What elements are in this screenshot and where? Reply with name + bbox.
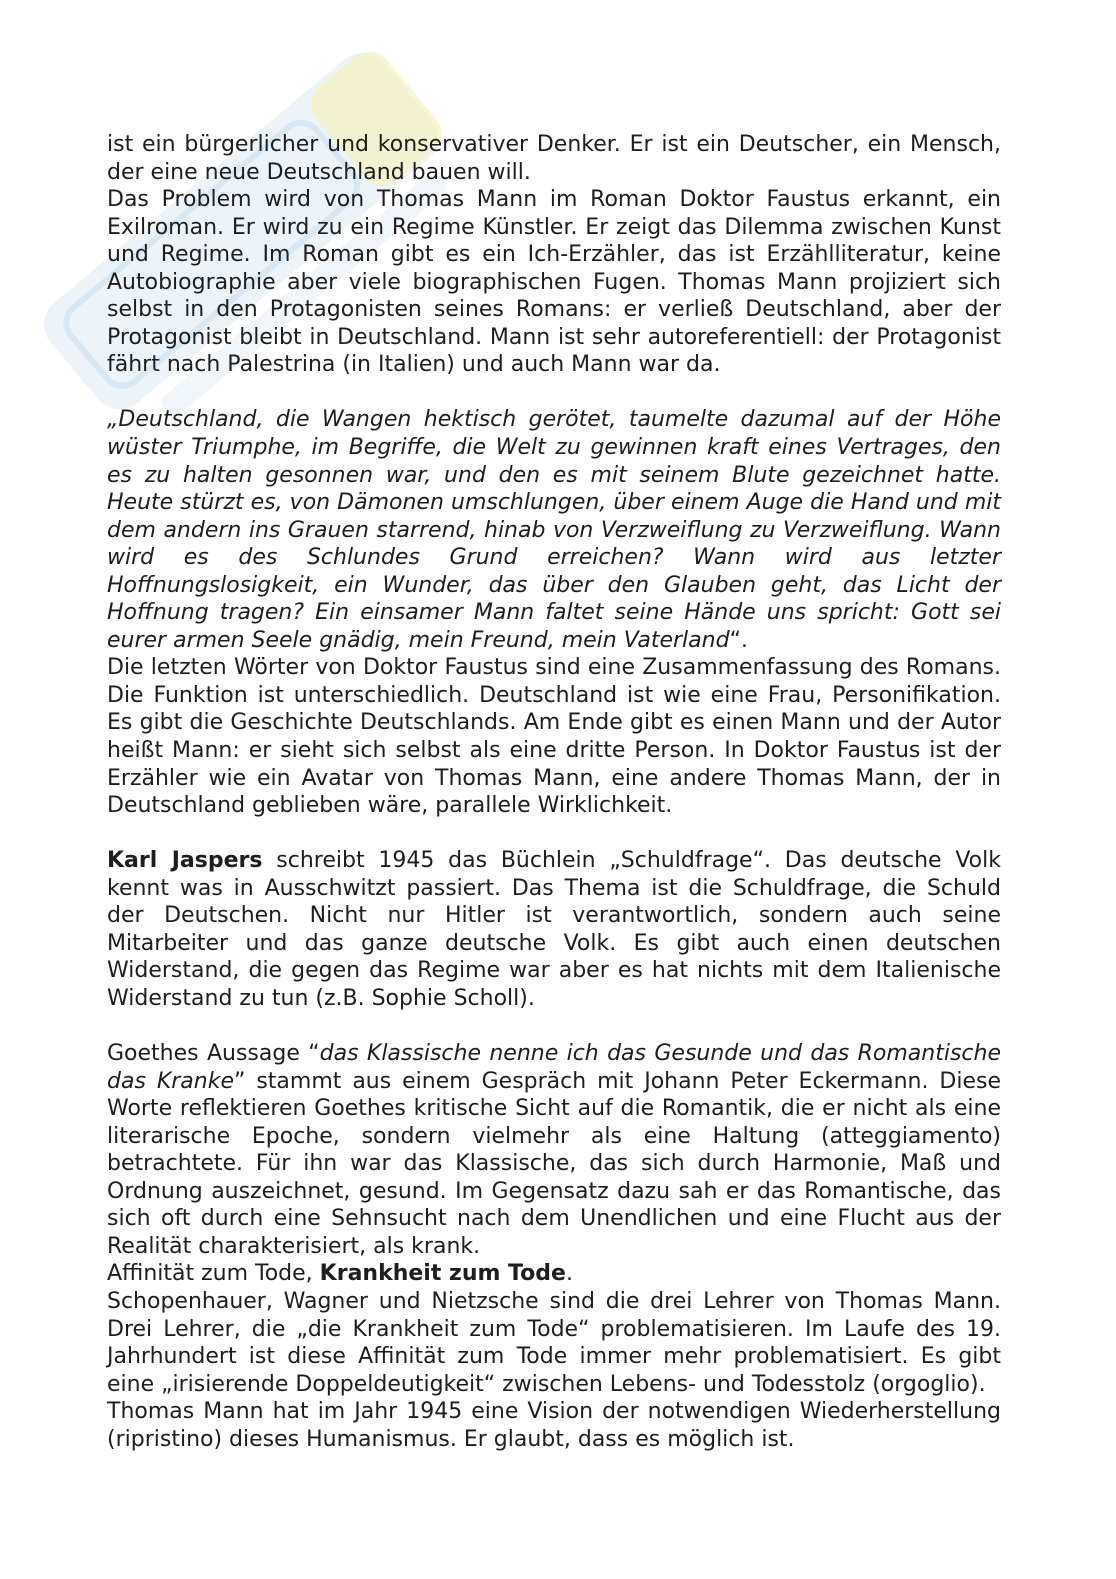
- paragraph: Schopenhauer, Wagner und Nietzsche sind die drei Lehrer von Thomas Mann. Drei Lehrer, die „die Krankheit zum Tode“ problematisieren. Im Laufe des 19. Jahrhundert ist diese Affinität zum Tode immer mehr problematisiert. Es gibt eine „irisierende Doppeldeutigkeit“ zwischen Lebens- und Todesstolz (orgoglio).: [107, 1288, 1001, 1397]
- italic-quote: „Deutschland, die Wangen hektisch gerötet, taumelte dazumal auf der Höhe wüster Triumphe, im Begriffe, die Welt zu gewinnen kraft eines Vertrages, den es zu halten gesonnen war, und den es mit seinem Blute gezeichnet hatte. Heute stürzt es, von Dämonen umschlungen, über einem Auge die Hand und mit dem andern ins Grauen starrend, hinab von Verzweiflung zu Verzweiflung. Wann wird es des Schlundes Grund erreichen? Wann wird aus letzter Hoffnungslosigkeit, ein Wunder, das über den Glauben geht, das Licht der Hoffnung tragen? Ein einsamer Mann faltet seine Hände uns spricht: Gott sei eurer armen Seele gnädig, mein Freund, mein Vaterland: [107, 407, 1001, 653]
- blank-line: [107, 379, 1001, 407]
- jaspers-paragraph: [107, 847, 1001, 1012]
- paragraph: ist ein bürgerlicher und konservativer Denker. Er ist ein Deutscher, ein Mensch, der eine neue Deutschland bauen will.: [107, 132, 1001, 185]
- affinity-line: [107, 1260, 1001, 1288]
- paragraph: Das Problem wird von Thomas Mann im Roman Doktor Faustus erkannt, ein Exilroman. Er wird zu ein Regime Künstler. Er zeigt das Dilemma zwischen Kunst und Regime. Im Roman gibt es ein Ich-Erzähler, das ist Erzählliteratur, keine Autobiographie aber viele biographischen Fugen. Thomas Mann projiziert sich selbst in den Protagonisten seines Romans: er verließ Deutschland, aber der Protagonist bleibt in Deutschland. Mann ist sehr autoreferentiell: der Protagonist fährt nach Palestrina (in Italien) und auch Mann war da.: [107, 187, 1001, 378]
- paragraph: Thomas Mann hat im Jahr 1945 eine Vision der notwendigen Wiederherstellung (ripristino) dieses Humanismus. Er glaubt, dass es möglich ist.: [107, 1399, 1001, 1452]
- paragraph-text: Affinität zum Tode,: [107, 1261, 320, 1287]
- quote-paragraph: [107, 406, 1001, 654]
- paragraph-text: .: [565, 1261, 573, 1287]
- blank-line: [107, 820, 1001, 848]
- goethe-paragraph: [107, 1040, 1001, 1260]
- bold-term: Krankheit zum Tode: [319, 1261, 566, 1287]
- paragraph-text: ” stammt aus einem Gespräch mit Johann Peter Eckermann. Diese Worte reflektieren Goethes kritische Sicht auf die Romantik, die er nicht als eine literarische Epoche, sondern vielmehr als eine Haltung (atteggiamento) betrachtete. Für ihn war das Klassische, das sich durch Harmonie, Maß und Ordnung auszeichnet, gesund. Im Gegensatz dazu sah er das Romantische, das sich oft durch eine Sehnsucht nach dem Unendlichen und eine Flucht aus der Realität charakterisiert, als krank.: [107, 1068, 1001, 1259]
- italic-quote: das Klassische nenne ich das Gesunde und das Romantische das Kranke: [107, 1041, 1001, 1094]
- paragraph-text: schreibt 1945 das Büchlein „Schuldfrage“. Das deutsche Volk kennt was in Ausschwitzt passiert. Das Thema ist die Schuldfrage, die Schuld der Deutschen. Nicht nur Hitler ist verantwortlich, sondern auch seine Mitarbeiter und das ganze deutsche Volk. Es gibt auch einen deutschen Widerstand, die gegen das Regime war aber es hat nichts mit dem Italienische Widerstand zu tun (z.B. Sophie Scholl).: [107, 848, 1001, 1011]
- paragraph: Die letzten Wörter von Doktor Faustus sind eine Zusammenfassung des Romans. Die Funktion ist unterschiedlich. Deutschland ist wie eine Frau, Personifikation. Es gibt die Geschichte Deutschlands. Am Ende gibt es einen Mann und der Autor heißt Mann: er sieht sich selbst als eine dritte Person. In Doktor Faustus ist der Erzähler wie ein Avatar von Thomas Mann, eine andere Thomas Mann, der in Deutschland geblieben wäre, parallele Wirklichkeit.: [107, 655, 1001, 819]
- document-body: [107, 131, 1001, 1453]
- paragraph-text: Goethes Aussage “: [107, 1041, 320, 1067]
- bold-name: Karl Jaspers: [107, 848, 263, 874]
- quote-closing-mark: “.: [729, 627, 748, 653]
- blank-line: [107, 1013, 1001, 1041]
